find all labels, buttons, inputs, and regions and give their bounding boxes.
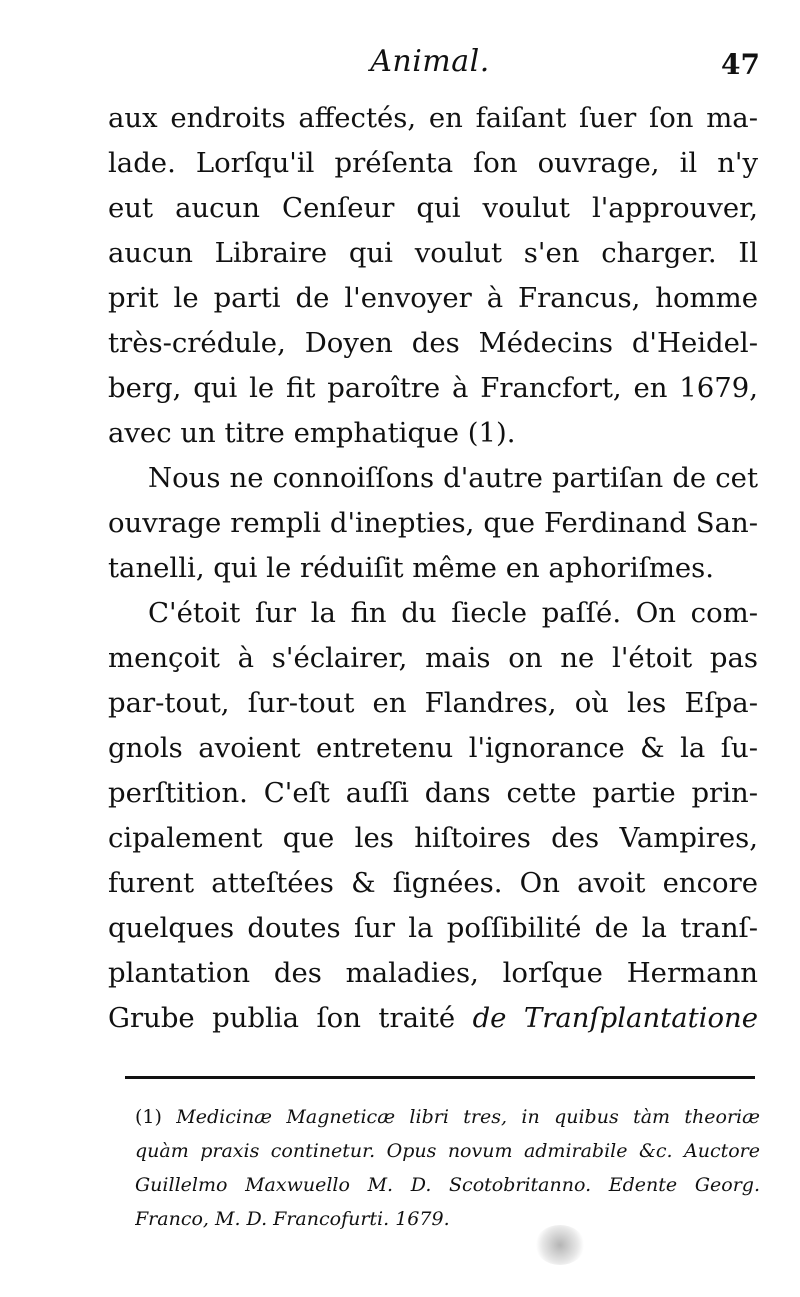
ink-smudge — [535, 1225, 585, 1265]
text-line-1: aux endroits affectés, en faiſant ſuer ſon ma- — [108, 102, 758, 134]
footnote-line-3: Guillelmo Maxwuello M. D. Scotobritanno. Edente Georg. — [135, 1174, 760, 1196]
text-line-12: C'étoit ſur la fin du ſiecle paſſé. On com- — [148, 597, 758, 629]
text-line-16: perſtition. C'eſt auſſi dans cette partie prin- — [108, 777, 758, 809]
text-line-6: très-crédule, Doyen des Médecins d'Heidel- — [108, 327, 758, 359]
body-text — [108, 96, 758, 1041]
text-line-15: gnols avoient entretenu l'ignorance & la ſu- — [108, 732, 758, 764]
text-line-21-italic: de Tranſplantatione — [472, 1002, 758, 1034]
text-line-21-plain: Grube publia ſon traité — [108, 1002, 473, 1034]
text-line-11: tanelli, qui le réduiſit même en aphoriſmes. — [108, 552, 715, 584]
text-line-9: Nous ne connoiſſons d'autre partiſan de cet — [148, 462, 758, 494]
footnote-line-4: Franco, M. D. Francofurti. 1679. — [135, 1208, 450, 1230]
footnote-marker: (1) — [135, 1106, 162, 1128]
text-line-2: lade. Lorſqu'il préſenta ſon ouvrage, il n'y — [108, 147, 758, 179]
footnote-line-1 — [135, 1100, 760, 1134]
text-line-10: ouvrage rempli d'inepties, que Ferdinand San- — [108, 507, 758, 539]
page-header — [100, 44, 760, 84]
text-line-4: aucun Libraire qui voulut s'en charger. Il — [108, 237, 758, 269]
text-line-18: furent atteſtées & ſignées. On avoit encore — [108, 867, 758, 899]
text-line-13: mençoit à s'éclairer, mais on ne l'étoit pas — [108, 642, 758, 674]
text-line-21 — [108, 996, 758, 1041]
text-line-14: par-tout, ſur-tout en Flandres, où les Eſpa- — [108, 687, 758, 719]
running-title: Animal. — [370, 44, 490, 79]
text-line-7: berg, qui le fit paroître à Francfort, en 1679, — [108, 372, 758, 404]
footnote-divider — [125, 1076, 755, 1079]
footnote — [135, 1100, 760, 1236]
text-line-8: avec un titre emphatique (1). — [108, 417, 516, 449]
footnote-line-1-text: Medicinæ Magneticæ libri tres, in quibus tàm theoriæ — [161, 1106, 760, 1128]
text-line-19: quelques doutes ſur la poſſibilité de la tranſ- — [108, 912, 758, 944]
text-line-5: prit le parti de l'envoyer à Francus, homme — [108, 282, 758, 314]
text-line-20: plantation des maladies, lorſque Hermann — [108, 957, 758, 989]
page-number: 47 — [721, 48, 760, 81]
text-line-17: cipalement que les hiſtoires des Vampires, — [108, 822, 758, 854]
text-line-3: eut aucun Cenſeur qui voulut l'approuver, — [108, 192, 758, 224]
footnote-line-2: quàm praxis continetur. Opus novum admirabile &c. Auctore — [135, 1140, 760, 1162]
